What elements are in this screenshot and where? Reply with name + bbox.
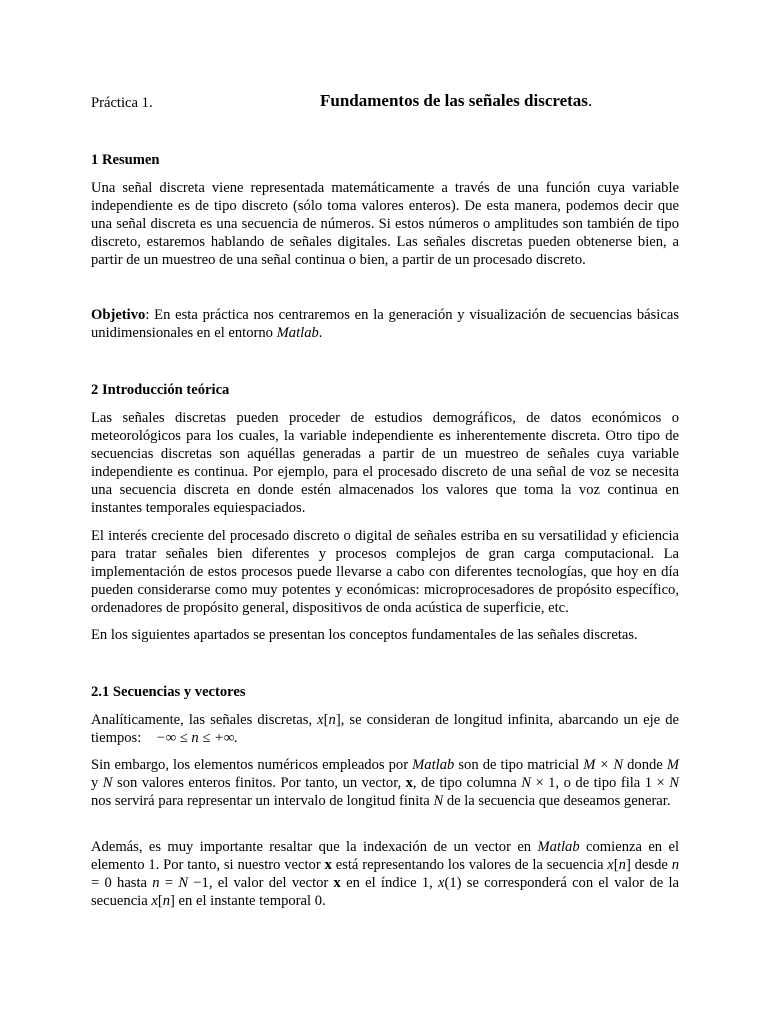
- text-run: en el índice 1,: [340, 875, 439, 891]
- objetivo-text: : En esta práctica nos centraremos en la generación y visualización de secuencias básicas unidimensionales en el entorno: [91, 307, 679, 341]
- math-n: n: [152, 875, 160, 891]
- practice-label: Práctica 1.: [91, 95, 153, 111]
- math-n: N: [521, 775, 531, 791]
- math-range: −∞ ≤ n ≤ +∞.: [155, 730, 238, 746]
- text-run: son valores enteros finitos. Por tanto, un vector,: [112, 775, 406, 791]
- paragraph-secuencias-1: [91, 711, 683, 747]
- paragraph-objetivo: [91, 306, 679, 342]
- text-run: de la secuencia que deseamos generar.: [443, 793, 671, 809]
- math-n: n: [328, 712, 336, 728]
- paragraph-intro-1: Las señales discretas pueden proceder de estudios demográficos, de datos económicos o meteorológicos para los cuales, la variable independiente es inherentemente discreta. Otro tipo de secuencias discretas son aquéllas generadas a partir de un muestreo de señales cuya variable independiente es continua. Por ejemplo, para el procesado discreto de una señal de voz se necesita una secuencia discreta en donde estén almacenados los valores que toma la voz continua en instantes temporales equiespaciados.: [91, 410, 679, 516]
- text-run: , de tipo columna: [412, 775, 522, 791]
- math-n: n: [671, 857, 680, 873]
- vector-x: x: [333, 875, 341, 891]
- math-x: x: [151, 893, 158, 909]
- text-run: Sin embargo, los elementos numéricos empleados por: [91, 757, 413, 773]
- page-header: [91, 92, 679, 114]
- document-title: [320, 92, 592, 110]
- text-run: ] desde: [625, 857, 672, 873]
- paragraph-resumen: Una señal discreta viene representada matemáticamente a través de una función cuya variable independiente es de tipo discreto (sólo toma valores enteros). De esta manera, podemos decir que una señal discreta es una secuencia de números. Si estos números o amplitudes son también de tipo discreto, estaremos hablando de señales digitales. Las señales discretas pueden obtenerse bien, a partir de un muestreo de una señal continua o bien, a partir de un procesado discreto.: [91, 180, 679, 268]
- text-run: está representando los valores de la secuencia: [331, 857, 608, 873]
- text-run: ] en el instante temporal 0.: [170, 893, 326, 909]
- paragraph-secuencias-2: [91, 756, 679, 810]
- text-run: Además, es muy importante resaltar que la indexación de un vector en: [91, 839, 538, 855]
- text-run: −1, el valor del vector: [188, 875, 334, 891]
- math-n: N: [178, 875, 189, 891]
- text-run: [: [613, 857, 619, 873]
- text-run: [: [323, 712, 329, 728]
- matlab-term: Matlab: [537, 839, 580, 855]
- math-mxn: M × N: [583, 757, 624, 773]
- math-n: N: [102, 775, 113, 791]
- text-run: =: [159, 875, 179, 891]
- text-run: ], se consideran de longitud infinita, abarcando un eje de tiempos:: [91, 712, 683, 746]
- paragraph-intro-2: El interés creciente del procesado discreto o digital de señales estriba en su versatilidad y eficiencia para tratar señales bien diferentes y procesos complejos de gran carga computacional. La implementación de estos procesos puede llevarse a cabo con diferentes tecnologías, que hoy en día pueden considerarse como muy potentes y económicas: microprocesadores de propósito específico, ordenadores de propósito general, dispositivos de onda acústica de superficie, etc.: [91, 528, 679, 616]
- text-run: × 1, o de tipo fila 1 ×: [530, 775, 670, 791]
- math-n: n: [618, 857, 626, 873]
- math-n: n: [162, 893, 171, 909]
- matlab-term: Matlab: [412, 757, 455, 773]
- text-run: (1) se corresponderá con el valor de la secuencia: [91, 875, 679, 909]
- math-x: x: [317, 712, 324, 728]
- text-run: donde: [623, 757, 667, 773]
- math-x: x: [438, 875, 445, 891]
- math-n: N: [669, 775, 680, 791]
- objetivo-end: .: [318, 325, 323, 341]
- text-run: [: [157, 893, 163, 909]
- objetivo-matlab: Matlab: [276, 325, 319, 341]
- math-m: M: [666, 757, 680, 773]
- math-n: N: [433, 793, 444, 809]
- document-title-text: Fundamentos de las señales discretas: [320, 91, 588, 110]
- document-title-period: .: [587, 91, 593, 110]
- paragraph-intro-3: En los siguientes apartados se presentan los conceptos fundamentales de las señales discretas.: [91, 627, 638, 643]
- math-x: x: [607, 857, 614, 873]
- text-run: y: [91, 775, 103, 791]
- text-run: comienza en el elemento 1. Por tanto, si nuestro vector: [91, 839, 679, 873]
- text-run: nos servirá para representar un intervalo de longitud finita: [91, 793, 434, 809]
- text-run: son de tipo matricial: [454, 757, 584, 773]
- section-heading-secuencias: 2.1 Secuencias y vectores: [91, 684, 246, 700]
- section-heading-introduccion: 2 Introducción teórica: [91, 382, 230, 398]
- text-run: Analíticamente, las señales discretas,: [91, 712, 318, 728]
- vector-x: x: [324, 857, 332, 873]
- objetivo-label: Objetivo: [91, 307, 146, 323]
- text-run: = 0 hasta: [91, 875, 153, 891]
- section-heading-resumen: 1 Resumen: [91, 152, 160, 168]
- vector-x: x: [405, 775, 413, 791]
- paragraph-secuencias-3: [91, 838, 679, 910]
